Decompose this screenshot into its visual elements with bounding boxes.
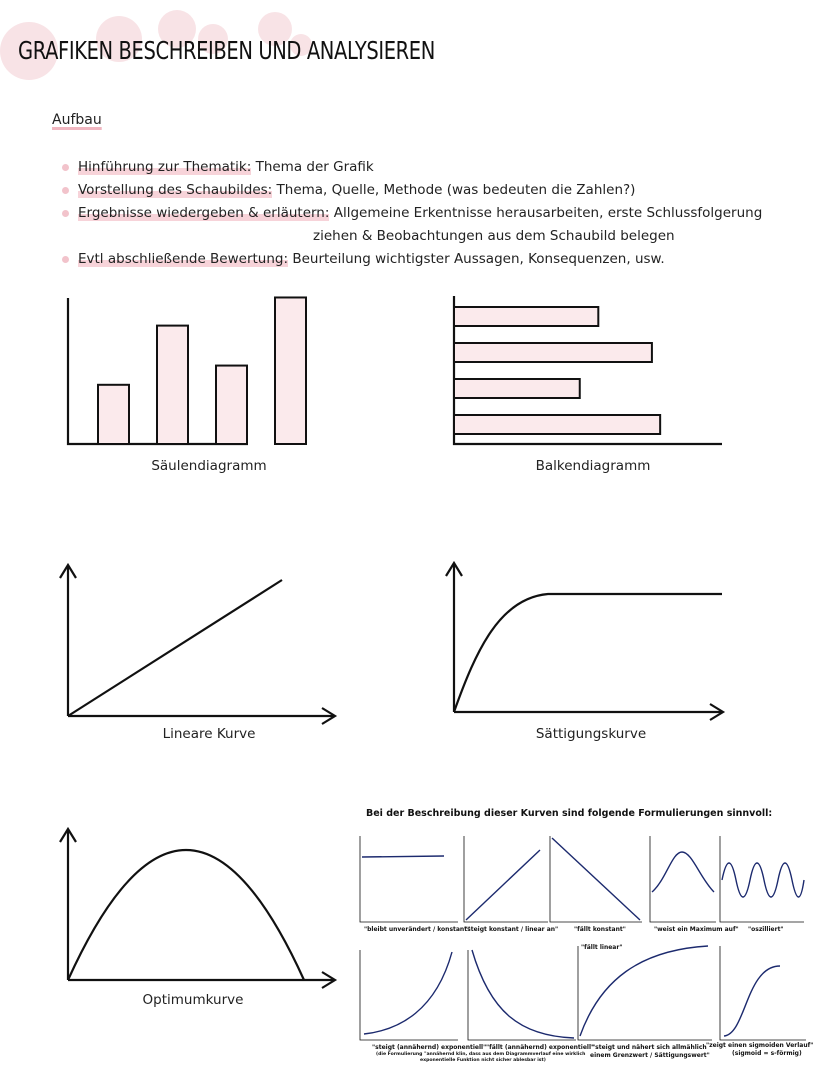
column-bar [157, 326, 188, 444]
saturation-curve [454, 594, 722, 712]
saturation-curve-label: Sättigungskurve [535, 726, 647, 742]
panel-axes [360, 950, 458, 1040]
caption-exp-note: (die Formulierung "annähernd klin, dass aus dem Diagrammverlauf eine wirklich [376, 1052, 586, 1057]
exponential-fall-curve [472, 950, 574, 1038]
horizontal-bar [454, 307, 598, 326]
bullet-text: Thema der Grafik [251, 159, 374, 175]
bar-chart-label: Balkendiagramm [535, 458, 651, 474]
sigmoid-curve [724, 966, 780, 1036]
caption-exp-rise: "steigt (annähernd) exponentiell" [372, 1044, 487, 1051]
formulations-heading: Bei der Beschreibung dieser Kurven sind folgende Formulierungen sinnvoll: [366, 808, 773, 819]
bullet-text: Allgemeine Erkentnisse herausarbeiten, erste Schlussfolgerung [329, 205, 763, 221]
linear-curve-label: Lineare Kurve [162, 726, 256, 742]
caption-oscillation: "oszilliert" [748, 926, 784, 933]
bullet-key: Evtl abschließende Bewertung: [78, 251, 289, 267]
bullet-text: Beurteilung wichtigster Aussagen, Konsequenzen, usw. [288, 251, 665, 267]
panel-axes [650, 836, 716, 922]
bullet-key: Ergebnisse wiedergeben & erläutern: [78, 205, 330, 221]
bullet-key: Hinführung zur Thematik: [78, 159, 252, 175]
horizontal-bar [454, 343, 652, 362]
column-bar [98, 385, 129, 444]
oscillation-curve [722, 863, 804, 897]
saturation-curve-graph [446, 563, 723, 720]
bullet-key: Vorstellung des Schaubildes: [78, 182, 273, 198]
caption-sigmoid-sub: (sigmoid = s-förmig) [732, 1050, 802, 1057]
page-title: GRAFIKEN BESCHREIBEN UND ANALYSIEREN [18, 36, 435, 65]
caption-constant: "bleibt unverändert / konstant" [364, 926, 471, 933]
bullet-text: Thema, Quelle, Methode (was bedeuten die Zahlen?) [272, 182, 636, 198]
linear-curve [68, 580, 282, 716]
linear-rise-curve [466, 850, 540, 920]
maximum-curve [652, 852, 714, 892]
caption-exp-note: exponentielle Funktion nicht sicher ablesbar ist) [420, 1058, 546, 1063]
bar-chart [454, 296, 722, 444]
constant-curve [362, 856, 444, 857]
optimum-curve-graph [60, 829, 335, 988]
panel-axes [468, 950, 576, 1040]
column-bar [275, 297, 306, 444]
caption-linear-fall: "fällt konstant" [574, 926, 626, 933]
caption-linear-rise: "steigt konstant / linear an" [464, 926, 559, 933]
panel-axes [720, 946, 806, 1040]
linear-fall-curve [552, 838, 640, 920]
bullet-continuation: ziehen & Beobachtungen aus dem Schaubild belegen [313, 228, 675, 244]
column-bar [216, 366, 247, 444]
caption-exp-fall: "fällt (annähernd) exponentiell" [486, 1044, 595, 1051]
optimum-curve [68, 850, 304, 980]
caption-fall-linear-inner: "fällt linear" [581, 944, 623, 951]
saturation-small-curve [580, 946, 708, 1036]
caption-sigmoid: "zeigt einen sigmoiden Verlauf" [706, 1042, 814, 1049]
horizontal-bar [454, 415, 660, 434]
curve-reference-panel [360, 836, 806, 1040]
exponential-rise-curve [364, 952, 452, 1034]
horizontal-bar [454, 379, 580, 398]
caption-saturation: einem Grenzwert / Sättigungswert" [590, 1052, 710, 1059]
caption-maximum: "weist ein Maximum auf" [654, 926, 739, 933]
section-heading: Aufbau [52, 112, 102, 128]
column-chart-label: Säulendiagramm [151, 458, 267, 474]
linear-curve-graph [60, 565, 335, 724]
column-chart [68, 297, 306, 444]
caption-saturation: "steigt und nähert sich allmählich [592, 1044, 707, 1051]
optimum-curve-label: Optimumkurve [142, 992, 244, 1008]
panel-axes [360, 836, 458, 922]
